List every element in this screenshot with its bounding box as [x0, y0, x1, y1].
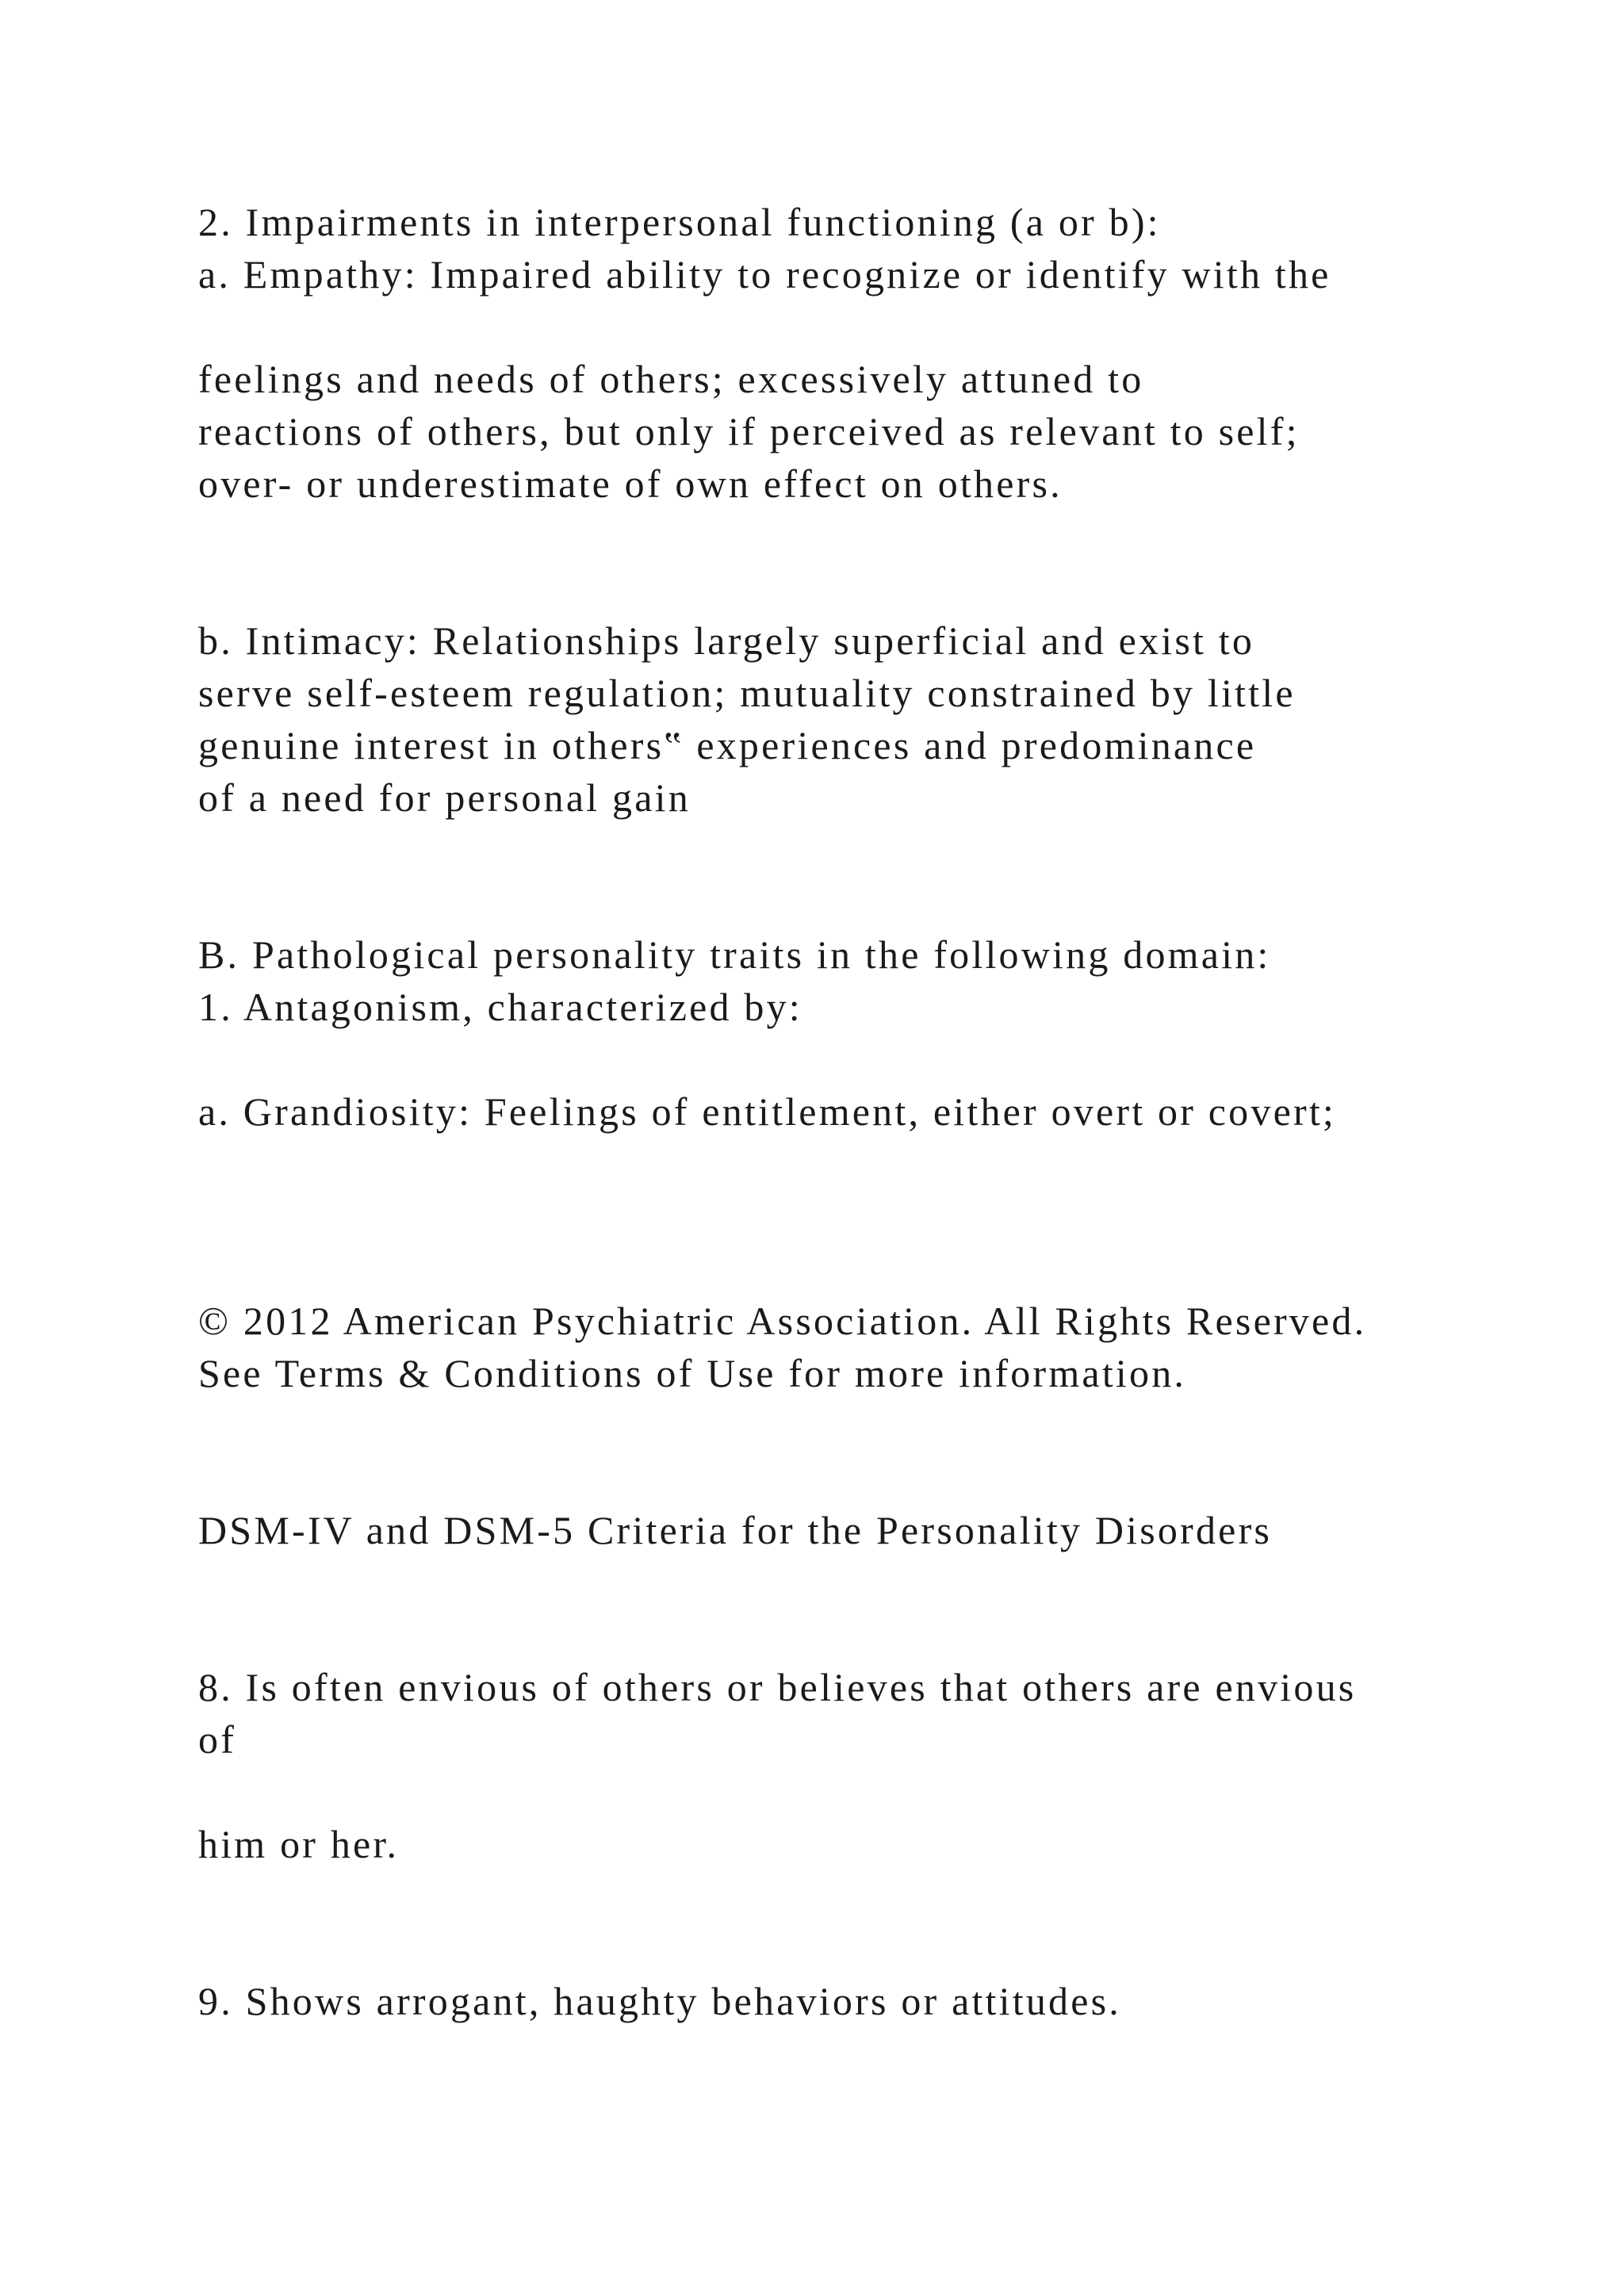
criterion-empathy-line-2: feelings and needs of others; excessively attuned to: [198, 357, 1144, 401]
criterion-intimacy-line-3: genuine interest in others‟ experiences and predominance: [198, 723, 1257, 767]
criterion-empathy-line-1: a. Empathy: Impaired ability to recognize or identify with the: [198, 252, 1331, 297]
criterion-8-line-3: him or her.: [198, 1822, 400, 1866]
criterion-8-line-2: of: [198, 1717, 237, 1762]
criterion-8-line-1: 8. Is often envious of others or believes that others are envious: [198, 1665, 1357, 1709]
criterion-intimacy-line-1: b. Intimacy: Relationships largely superficial and exist to: [198, 618, 1255, 663]
criterion-empathy-line-3: reactions of others, but only if perceived as relevant to self;: [198, 409, 1300, 453]
criterion-intimacy-line-4: of a need for personal gain: [198, 775, 691, 820]
criterion-grandiosity-line: a. Grandiosity: Feelings of entitlement, either overt or covert;: [198, 1089, 1336, 1134]
criterion-9-line: 9. Shows arrogant, haughty behaviors or attitudes.: [198, 1979, 1121, 2023]
criterion-interpersonal-heading: 2. Impairments in interpersonal functioning (a or b):: [198, 200, 1161, 244]
criterion-intimacy-line-2: serve self-esteem regulation; mutuality constrained by little: [198, 671, 1296, 715]
antagonism-heading: 1. Antagonism, characterized by:: [198, 985, 802, 1029]
copyright-notice: © 2012 American Psychiatric Association. All Rights Reserved.: [198, 1299, 1367, 1343]
section-title: DSM-IV and DSM-5 Criteria for the Personality Disorders: [198, 1508, 1273, 1552]
criterion-b-heading: B. Pathological personality traits in the following domain:: [198, 932, 1271, 977]
criterion-empathy-line-4: over- or underestimate of own effect on others.: [198, 461, 1063, 506]
terms-notice: See Terms & Conditions of Use for more information.: [198, 1351, 1187, 1395]
